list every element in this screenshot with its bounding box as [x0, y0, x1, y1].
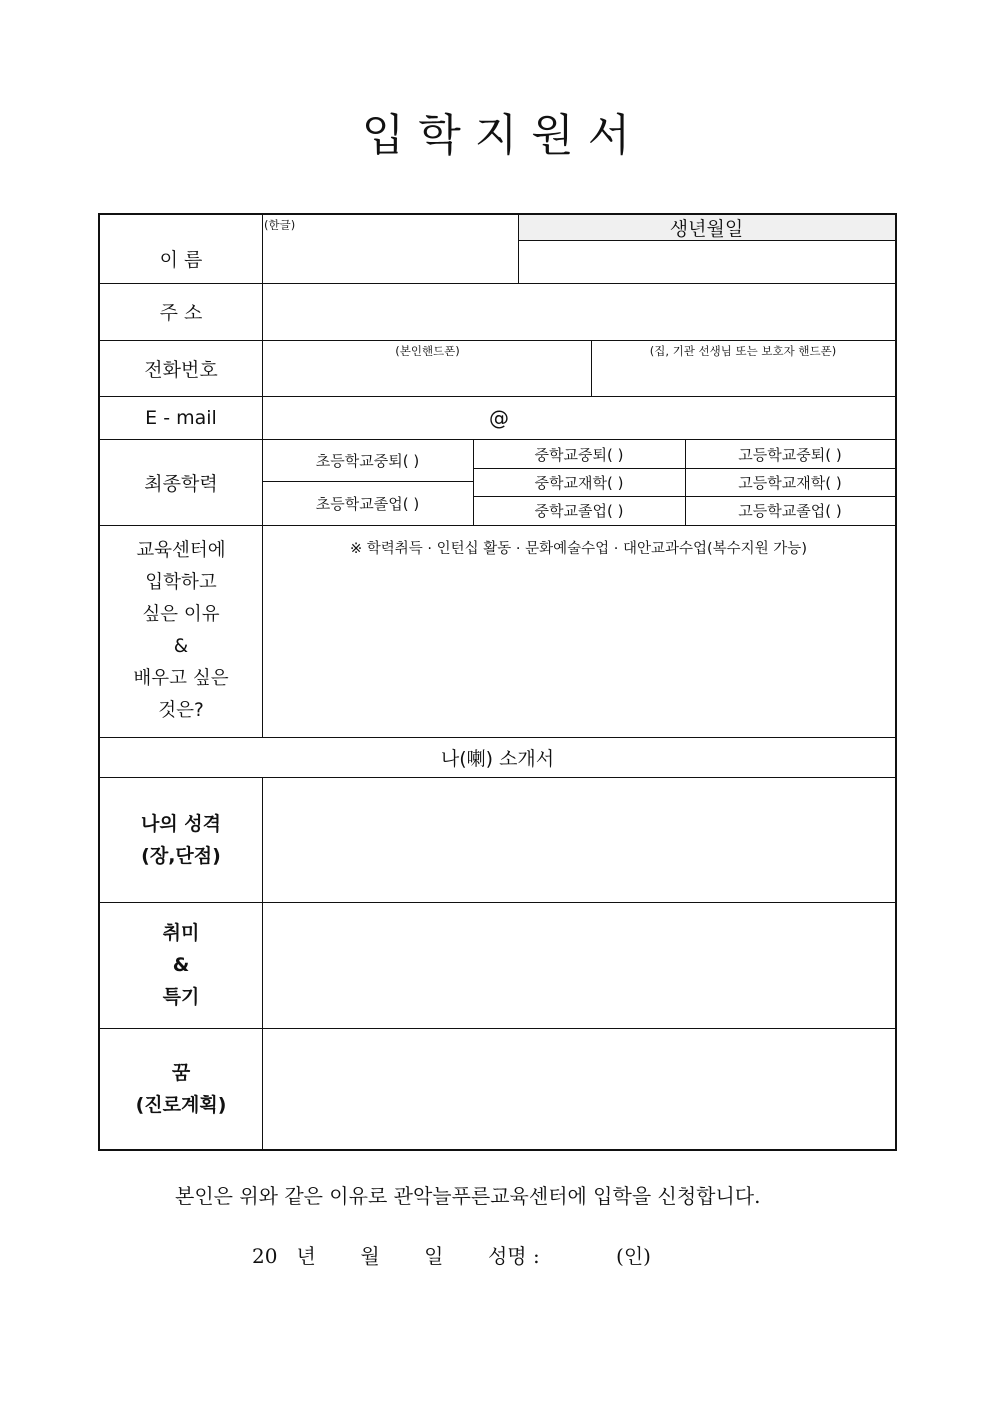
option-high-graduate[interactable]: 고등학교졸업( )	[738, 502, 842, 520]
address-label: 주 소	[159, 302, 203, 324]
option-high-enrolled[interactable]: 고등학교재학( )	[738, 474, 842, 492]
reason-note: ※ 학력취득 · 인턴십 활동 · 문화예술수업 · 대안교과수업(복수지원 가능)	[350, 541, 807, 557]
birth-date-label: 생년월일	[669, 218, 744, 240]
dream-input[interactable]	[264, 1029, 894, 1148]
self-phone-input[interactable]	[264, 357, 589, 394]
option-middle-enrolled[interactable]: 중학교재학( )	[534, 474, 624, 492]
form-title: 입 학 지 원 서	[361, 110, 631, 161]
education-label: 최종학력	[144, 472, 218, 495]
option-high-dropout[interactable]: 고등학교중퇴( )	[738, 446, 842, 464]
phone-label: 전화번호	[144, 358, 218, 381]
name-label: 이 름	[159, 248, 203, 271]
option-elementary-graduate[interactable]: 초등학교졸업( )	[315, 495, 420, 513]
email-input[interactable]	[264, 397, 894, 438]
reason-input[interactable]	[264, 560, 894, 735]
option-middle-dropout[interactable]: 중학교중퇴( )	[534, 446, 624, 464]
application-form	[98, 213, 897, 1151]
reason-label: 교육센터에 입학하고 싶은 이유 & 배우고 싶은 것은?	[133, 540, 229, 721]
email-at-sign: @	[489, 405, 509, 430]
personality-input[interactable]	[264, 778, 894, 901]
guardian-phone-input[interactable]	[593, 357, 893, 394]
application-statement: 본인은 위와 같은 이유로 관악늘푸른교육센터에 입학을 신청합니다.	[175, 1184, 761, 1208]
name-hint: (한글)	[264, 218, 296, 232]
guardian-phone-hint: (집, 기관 선생님 또는 보호자 핸드폰)	[649, 344, 837, 358]
hobby-input[interactable]	[264, 903, 894, 1027]
dream-label: 꿈 (진로계획)	[135, 1061, 227, 1116]
birth-date-input[interactable]	[520, 242, 894, 282]
option-elementary-dropout[interactable]: 초등학교중퇴( )	[315, 452, 420, 470]
personality-label: 나의 성격 (장,단점)	[140, 812, 222, 867]
name-input[interactable]	[264, 241, 516, 281]
self-phone-hint: (본인핸드폰)	[395, 344, 460, 358]
hobby-label: 취미 & 특기	[162, 922, 200, 1008]
email-label: E - mail	[145, 406, 217, 429]
date-signature-line: 20 년 월 일 성명 : (인)	[252, 1244, 651, 1268]
option-middle-graduate[interactable]: 중학교졸업( )	[534, 502, 624, 520]
self-intro-header: 나(喇) 소개서	[440, 747, 555, 770]
address-input[interactable]	[264, 284, 894, 339]
